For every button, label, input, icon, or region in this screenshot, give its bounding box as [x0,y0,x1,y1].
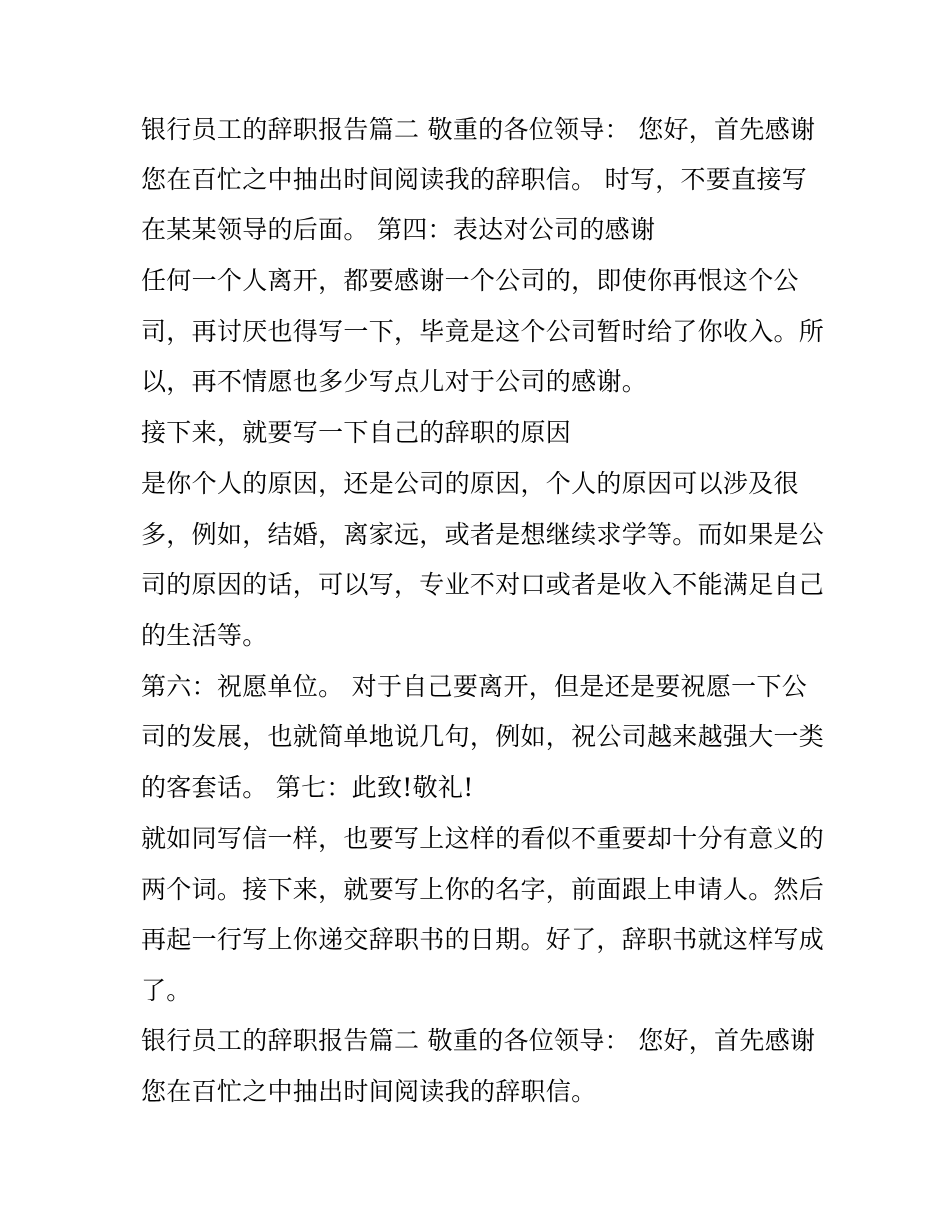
text-line: 的客套话。 第七：此致!敬礼! [141,773,474,802]
text-line: 了。 [141,976,192,1005]
text-line: 第六：祝愿单位。 对于自己要离开，但是还是要祝愿一下公 [141,672,808,701]
text-line: 任何一个人离开，都要感谢一个公司的，即使你再恨这个公 [141,266,799,295]
text-line: 的生活等。 [141,621,268,650]
text-line: 在某某领导的后面。 第四：表达对公司的感谢 [141,215,656,244]
text-line: 接下来，就要写一下自己的辞职的原因 [141,418,572,447]
text-line: 您在百忙之中抽出时间阅读我的辞职信。 时写，不要直接写 [141,165,808,194]
text-line: 银行员工的辞职报告篇二 敬重的各位领导： 您好，首先感谢 [141,1026,816,1055]
text-line: 就如同写信一样，也要写上这样的看似不重要却十分有意义的 [141,824,825,853]
text-line: 司的发展，也就简单地说几句，例如，祝公司越来越强大一类 [141,722,825,751]
text-line: 银行员工的辞职报告篇二 敬重的各位领导： 您好，首先感谢 [141,115,816,144]
text-line: 以，再不情愿也多少写点儿对于公司的感谢。 [141,367,648,396]
text-line: 两个词。接下来，就要写上你的名字，前面跟上申请人。然后 [141,875,825,904]
text-line: 多，例如，结婚，离家远，或者是想继续求学等。而如果是公 [141,520,825,549]
text-line: 是你个人的原因，还是公司的原因，个人的原因可以涉及很 [141,469,799,498]
text-line: 司，再讨厌也得写一下，毕竟是这个公司暂时给了你收入。所 [141,317,825,346]
text-line: 再起一行写上你递交辞职书的日期。好了，辞职书就这样写成 [141,925,825,954]
text-line: 您在百忙之中抽出时间阅读我的辞职信。 [141,1077,597,1106]
text-line: 司的原因的话，可以写，专业不对口或者是收入不能满足自己 [141,570,825,599]
